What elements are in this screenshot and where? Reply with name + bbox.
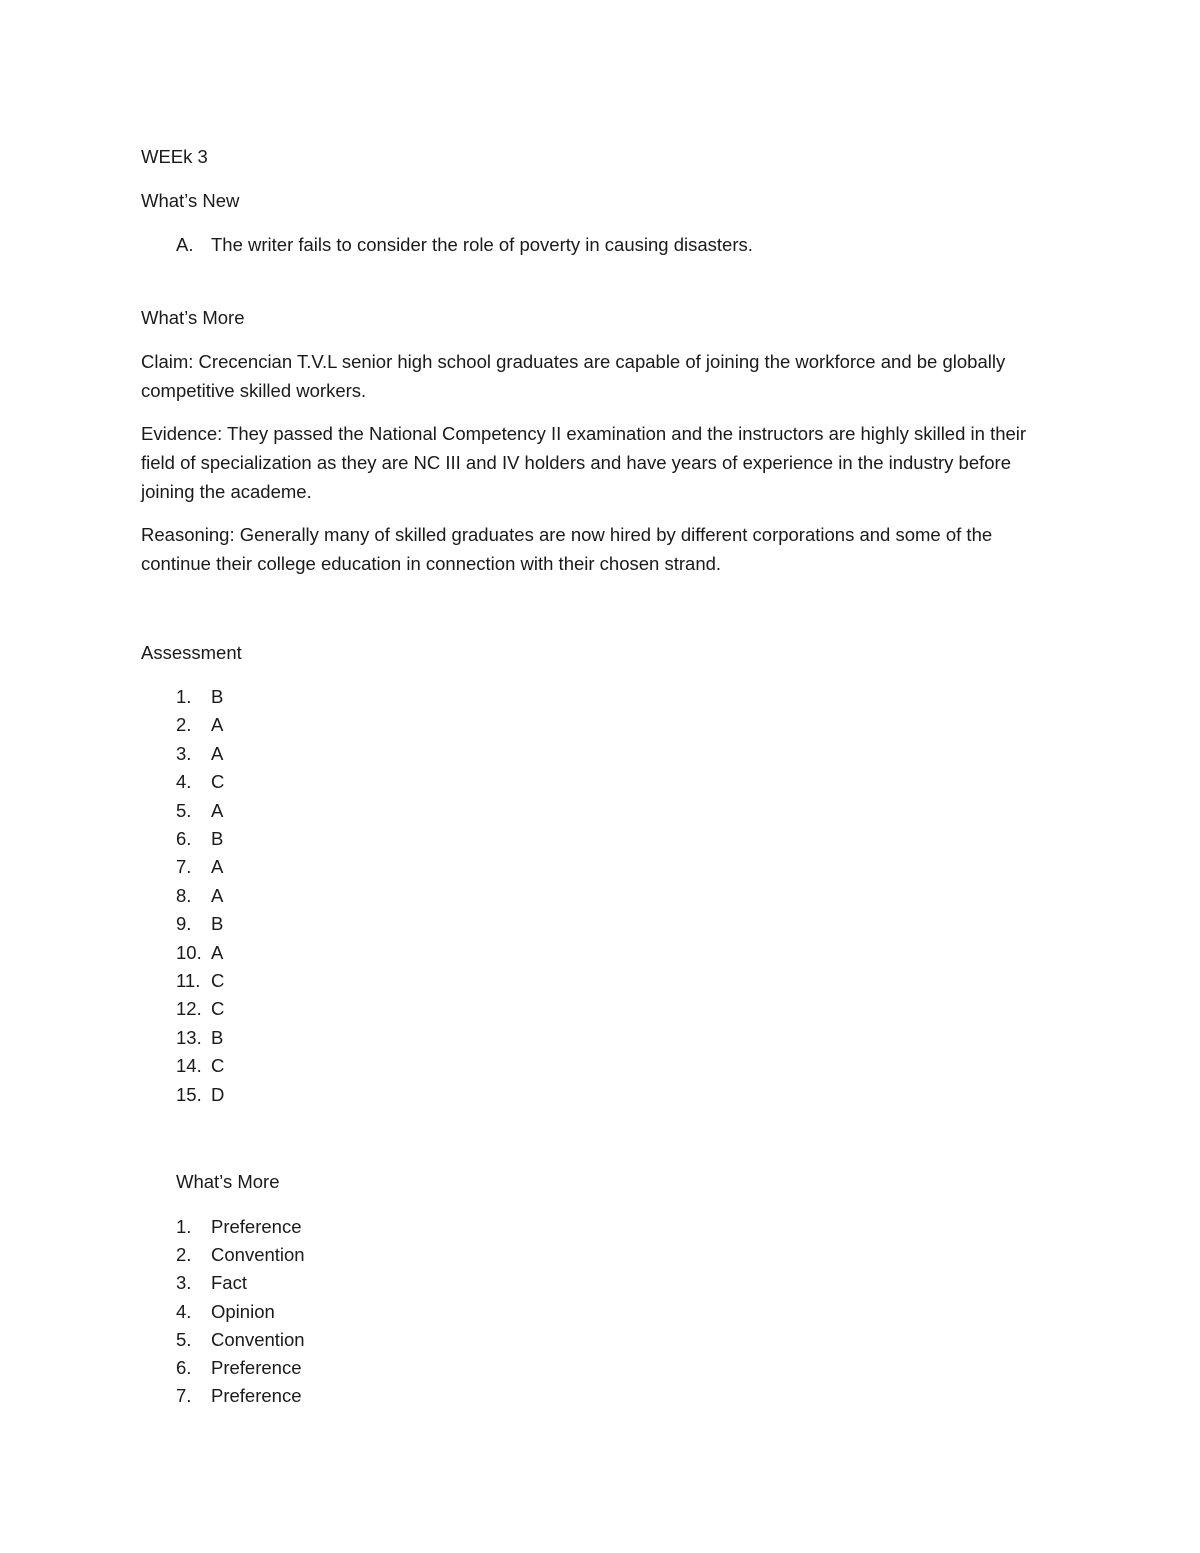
list-item-answer: A <box>211 714 224 736</box>
list-item-number: 8. <box>176 884 192 906</box>
list-item <box>176 1212 302 1241</box>
list-item <box>176 966 224 995</box>
list-item-number: 12. <box>176 998 202 1020</box>
assessment-heading: Assessment <box>141 642 242 663</box>
whats-more-2-heading: What’s More <box>176 1171 280 1192</box>
list-item-answer: A <box>211 742 224 764</box>
list-item-answer: C <box>211 771 225 793</box>
list-item-number: 3. <box>176 1272 192 1294</box>
list-item-number: 4. <box>176 771 192 793</box>
list-item-number: 1. <box>176 1216 192 1237</box>
list-item-answer: Convention <box>211 1244 305 1266</box>
list-item-number: 1. <box>176 686 192 707</box>
list-item <box>176 1325 305 1354</box>
list-item <box>176 938 223 967</box>
list-item <box>176 1240 305 1269</box>
list-item-number: 6. <box>176 828 192 849</box>
list-item <box>176 796 223 825</box>
whats-new-answer: The writer fails to consider the role of poverty in causing disasters. <box>211 234 753 255</box>
list-item <box>176 1051 224 1080</box>
reasoning-paragraph: Reasoning: Generally many of skilled graduates are now hired by different corporations and some of the continue their college education in connection with their chosen strand. <box>141 524 993 574</box>
list-item-answer: A <box>211 884 224 906</box>
list-item <box>176 1023 223 1052</box>
list-item <box>176 881 223 910</box>
list-item-answer: B <box>211 686 224 707</box>
list-item-answer: A <box>211 799 224 821</box>
list-item-number: 7. <box>176 1385 192 1407</box>
list-item <box>176 994 224 1023</box>
list-item-answer: Preference <box>211 1216 302 1237</box>
week-heading: WEEk 3 <box>141 146 208 167</box>
list-item-answer: Preference <box>211 1357 302 1378</box>
list-item-answer: C <box>211 998 225 1020</box>
list-item-answer: A <box>211 941 224 963</box>
list-item-answer: B <box>211 913 224 935</box>
list-item-answer: Opinion <box>211 1300 275 1322</box>
whats-more-heading: What’s More <box>141 307 245 328</box>
list-item-number: 2. <box>176 714 192 736</box>
list-item <box>176 852 223 881</box>
list-item <box>176 1353 302 1382</box>
list-item <box>176 1381 302 1410</box>
list-item-number: 15. <box>176 1083 202 1105</box>
list-item <box>176 767 224 796</box>
list-item-answer: D <box>211 1083 225 1105</box>
list-item-answer: A <box>211 856 224 878</box>
list-item-number: 7. <box>176 856 192 878</box>
list-item-number: 2. <box>176 1244 192 1266</box>
list-item-number: 11. <box>176 970 201 991</box>
list-item-answer: C <box>211 970 225 991</box>
list-item-number: 3. <box>176 742 192 764</box>
list-item <box>176 1080 224 1109</box>
list-item-number: 4. <box>176 1300 192 1322</box>
list-item-number: 5. <box>176 1328 192 1350</box>
whats-new-item <box>176 230 753 259</box>
list-item-answer: C <box>211 1055 225 1077</box>
whats-new-heading: What’s New <box>141 190 240 211</box>
list-item <box>176 710 223 739</box>
list-marker: A. <box>176 234 194 255</box>
list-item-number: 5. <box>176 799 192 821</box>
list-item <box>176 739 223 768</box>
list-item-number: 10. <box>176 941 202 963</box>
list-item-number: 14. <box>176 1055 202 1077</box>
list-item-number: 6. <box>176 1357 192 1378</box>
list-item <box>176 1297 275 1326</box>
list-item-number: 9. <box>176 913 192 935</box>
list-item-answer: B <box>211 828 224 849</box>
evidence-paragraph: Evidence: They passed the National Competency II examination and the instructors are highly skilled in their field of specialization as they are NC III and IV holders and have years of experience in the industry before joining the academe. <box>141 423 1027 502</box>
list-item-answer: B <box>211 1026 224 1048</box>
list-item-answer: Convention <box>211 1328 305 1350</box>
list-item <box>176 1268 247 1297</box>
claim-paragraph: Claim: Crecencian T.V.L senior high school graduates are capable of joining the workforce and be globally competitive skilled workers. <box>141 351 1006 401</box>
list-item <box>176 909 223 938</box>
list-item-answer: Preference <box>211 1385 302 1407</box>
list-item-number: 13. <box>176 1026 202 1048</box>
list-item <box>176 682 223 711</box>
list-item <box>176 824 223 853</box>
list-item-answer: Fact <box>211 1272 247 1294</box>
